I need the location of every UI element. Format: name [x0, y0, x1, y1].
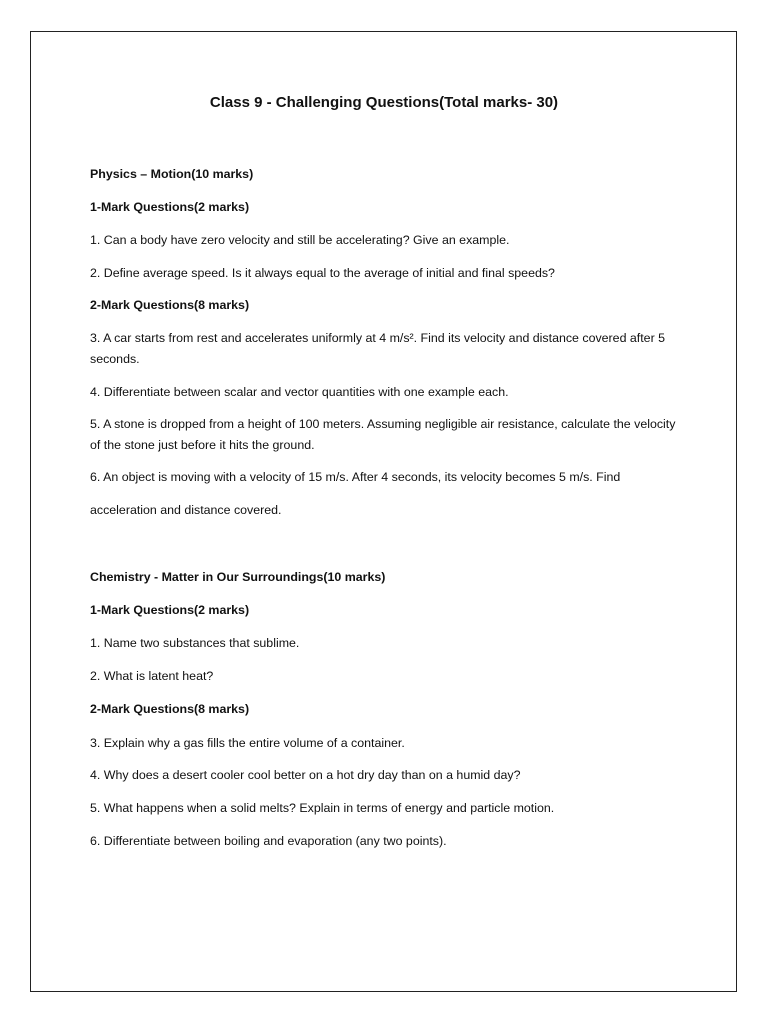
question-item: 2. Define average speed. Is it always equal to the average of initial and final speeds? [90, 266, 555, 280]
section-heading-chemistry: Chemistry - Matter in Our Surroundings(10 marks) [90, 570, 386, 584]
document-title: Class 9 - Challenging Questions(Total marks- 30) [209, 94, 559, 111]
question-item: 5. A stone is dropped from a height of 100 meters. Assuming negligible air resistance, calculate the velocity of the stone just before it hits the ground. [90, 417, 676, 452]
subheading-two-mark: 2-Mark Questions(8 marks) [90, 298, 250, 312]
question-item: 3. A car starts from rest and accelerates uniformly at 4 m/s². Find its velocity and distance covered after 5 seconds. [90, 331, 666, 366]
subheading-one-mark: 1-Mark Questions(2 marks) [90, 603, 250, 617]
question-item: 4. Differentiate between scalar and vector quantities with one example each. [90, 385, 509, 399]
section-heading-physics: Physics – Motion(10 marks) [90, 167, 254, 181]
question-item: 6. An object is moving with a velocity of 15 m/s. After 4 seconds, its velocity becomes 5 m/s. Find [90, 470, 621, 484]
question-item: 5. What happens when a solid melts? Explain in terms of energy and particle motion. [90, 801, 555, 815]
question-item: 3. Explain why a gas fills the entire volume of a container. [90, 736, 405, 750]
question-item: 4. Why does a desert cooler cool better on a hot dry day than on a humid day? [90, 768, 521, 782]
subheading-two-mark: 2-Mark Questions(8 marks) [90, 702, 250, 716]
question-item: 6. Differentiate between boiling and evaporation (any two points). [90, 834, 447, 848]
question-item: 1. Can a body have zero velocity and still be accelerating? Give an example. [90, 233, 510, 247]
question-item: 2. What is latent heat? [90, 669, 214, 683]
question-item: 1. Name two substances that sublime. [90, 636, 300, 650]
question-item-continuation: acceleration and distance covered. [90, 503, 282, 517]
subheading-one-mark: 1-Mark Questions(2 marks) [90, 200, 250, 214]
